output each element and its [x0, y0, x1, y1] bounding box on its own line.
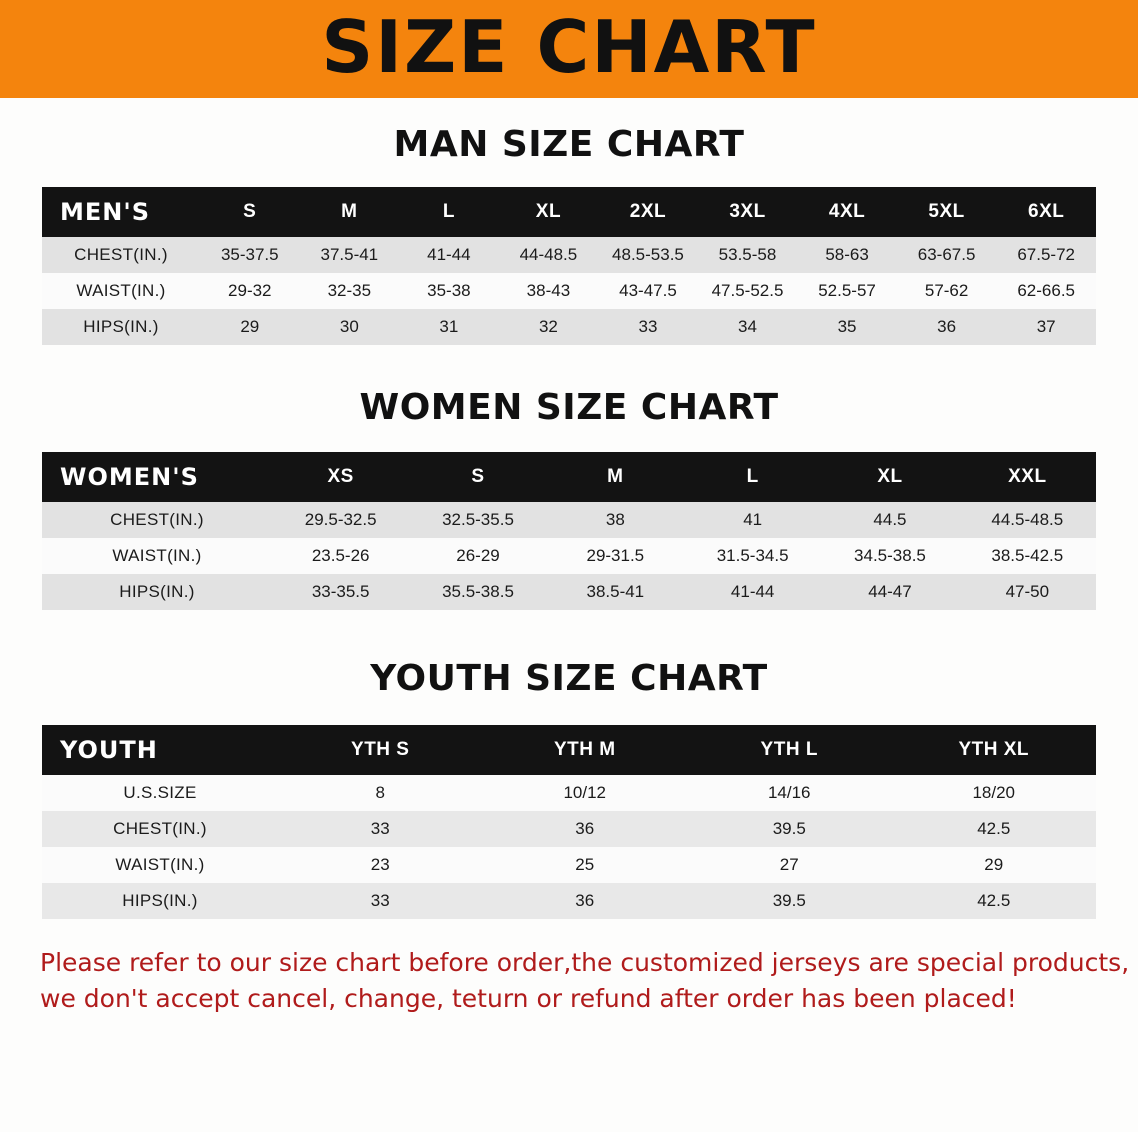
women-r2c2: 38.5-41: [547, 574, 684, 610]
men-col-7: 5XL: [897, 187, 997, 237]
women-row-1-label: WAIST(IN.): [42, 538, 272, 574]
men-r1c7: 57-62: [897, 273, 997, 309]
women-r0c1: 32.5-35.5: [409, 502, 546, 538]
women-r1c5: 38.5-42.5: [959, 538, 1096, 574]
men-r1c1: 32-35: [300, 273, 400, 309]
banner: [0, 0, 1138, 98]
women-row-2-label: HIPS(IN.): [42, 574, 272, 610]
men-row-2-label: HIPS(IN.): [42, 309, 200, 345]
women-col-2: M: [547, 452, 684, 502]
men-col-0: S: [200, 187, 300, 237]
men-r0c5: 53.5-58: [698, 237, 798, 273]
youth-r2c1: 25: [483, 847, 688, 883]
youth-row-0-label: U.S.SIZE: [42, 775, 278, 811]
youth-table-wrap: [42, 725, 1096, 919]
table-row: [42, 538, 1096, 574]
men-r2c1: 30: [300, 309, 400, 345]
youth-r2c0: 23: [278, 847, 483, 883]
men-row-0-label: CHEST(IN.): [42, 237, 200, 273]
table-row: [42, 502, 1096, 538]
table-row: [42, 273, 1096, 309]
men-r0c7: 63-67.5: [897, 237, 997, 273]
youth-col-2: YTH L: [687, 725, 892, 775]
table-row: [42, 811, 1096, 847]
youth-r3c2: 39.5: [687, 883, 892, 919]
men-r2c3: 32: [499, 309, 599, 345]
table-row: [42, 574, 1096, 610]
youth-col-0: YTH S: [278, 725, 483, 775]
youth-r0c1: 10/12: [483, 775, 688, 811]
women-r2c4: 44-47: [821, 574, 958, 610]
women-r0c4: 44.5: [821, 502, 958, 538]
men-r2c8: 37: [996, 309, 1096, 345]
men-r0c0: 35-37.5: [200, 237, 300, 273]
men-r1c5: 47.5-52.5: [698, 273, 798, 309]
men-r1c6: 52.5-57: [797, 273, 897, 309]
men-col-8: 6XL: [996, 187, 1096, 237]
youth-row-3-label: HIPS(IN.): [42, 883, 278, 919]
youth-r1c1: 36: [483, 811, 688, 847]
men-r1c0: 29-32: [200, 273, 300, 309]
youth-r0c2: 14/16: [687, 775, 892, 811]
disclaimer-line-2: we don't accept cancel, change, teturn or refund after order has been placed!: [40, 984, 1017, 1014]
men-col-5: 3XL: [698, 187, 798, 237]
women-r1c3: 31.5-34.5: [684, 538, 821, 574]
women-r0c5: 44.5-48.5: [959, 502, 1096, 538]
youth-r3c0: 33: [278, 883, 483, 919]
men-row-1-label: WAIST(IN.): [42, 273, 200, 309]
men-r2c5: 34: [698, 309, 798, 345]
women-r1c1: 26-29: [409, 538, 546, 574]
men-r0c1: 37.5-41: [300, 237, 400, 273]
women-table-wrap: [42, 452, 1096, 610]
men-r0c3: 44-48.5: [499, 237, 599, 273]
youth-r0c0: 8: [278, 775, 483, 811]
youth-row-1-label: CHEST(IN.): [42, 811, 278, 847]
women-col-3: L: [684, 452, 821, 502]
men-col-4: 2XL: [598, 187, 698, 237]
table-row: [42, 847, 1096, 883]
youth-size-table: [42, 725, 1096, 919]
women-corner-label: WOMEN'S: [42, 452, 272, 502]
women-col-1: S: [409, 452, 546, 502]
youth-r3c1: 36: [483, 883, 688, 919]
women-r0c3: 41: [684, 502, 821, 538]
table-row: [42, 883, 1096, 919]
table-header-row: [42, 725, 1096, 775]
youth-r2c2: 27: [687, 847, 892, 883]
women-r2c5: 47-50: [959, 574, 1096, 610]
women-col-4: XL: [821, 452, 958, 502]
disclaimer-line-1: Please refer to our size chart before order,the customized jerseys are special products,: [40, 948, 1130, 977]
women-r1c2: 29-31.5: [547, 538, 684, 574]
page-title: SIZE CHART: [321, 5, 817, 89]
women-r1c0: 23.5-26: [272, 538, 409, 574]
men-r0c8: 67.5-72: [996, 237, 1096, 273]
table-header-row: [42, 187, 1096, 237]
men-col-6: 4XL: [797, 187, 897, 237]
man-table-wrap: [42, 187, 1096, 345]
disclaimer-note: [40, 945, 1130, 1018]
men-r2c6: 35: [797, 309, 897, 345]
men-r1c8: 62-66.5: [996, 273, 1096, 309]
men-r2c7: 36: [897, 309, 997, 345]
men-r2c0: 29: [200, 309, 300, 345]
women-r2c1: 35.5-38.5: [409, 574, 546, 610]
youth-r0c3: 18/20: [892, 775, 1097, 811]
youth-col-1: YTH M: [483, 725, 688, 775]
women-col-5: XXL: [959, 452, 1096, 502]
men-r0c2: 41-44: [399, 237, 499, 273]
men-r2c2: 31: [399, 309, 499, 345]
women-size-table: [42, 452, 1096, 610]
men-col-1: M: [300, 187, 400, 237]
youth-r1c2: 39.5: [687, 811, 892, 847]
youth-r1c0: 33: [278, 811, 483, 847]
youth-col-3: YTH XL: [892, 725, 1097, 775]
women-section-heading: WOMEN SIZE CHART: [359, 387, 779, 428]
women-r0c2: 38: [547, 502, 684, 538]
youth-corner-label: YOUTH: [42, 725, 278, 775]
men-r1c3: 38-43: [499, 273, 599, 309]
youth-row-2-label: WAIST(IN.): [42, 847, 278, 883]
women-r2c0: 33-35.5: [272, 574, 409, 610]
men-r0c4: 48.5-53.5: [598, 237, 698, 273]
youth-section-heading: YOUTH SIZE CHART: [370, 658, 768, 699]
women-row-0-label: CHEST(IN.): [42, 502, 272, 538]
table-row: [42, 309, 1096, 345]
youth-r3c3: 42.5: [892, 883, 1097, 919]
table-row: [42, 237, 1096, 273]
table-header-row: [42, 452, 1096, 502]
man-section-heading: MAN SIZE CHART: [393, 124, 745, 165]
men-col-3: XL: [499, 187, 599, 237]
men-corner-label: MEN'S: [42, 187, 200, 237]
women-col-0: XS: [272, 452, 409, 502]
youth-r1c3: 42.5: [892, 811, 1097, 847]
men-col-2: L: [399, 187, 499, 237]
man-size-table: [42, 187, 1096, 345]
women-r1c4: 34.5-38.5: [821, 538, 958, 574]
men-r1c2: 35-38: [399, 273, 499, 309]
men-r2c4: 33: [598, 309, 698, 345]
men-r0c6: 58-63: [797, 237, 897, 273]
men-r1c4: 43-47.5: [598, 273, 698, 309]
table-row: [42, 775, 1096, 811]
women-r0c0: 29.5-32.5: [272, 502, 409, 538]
youth-r2c3: 29: [892, 847, 1097, 883]
women-r2c3: 41-44: [684, 574, 821, 610]
